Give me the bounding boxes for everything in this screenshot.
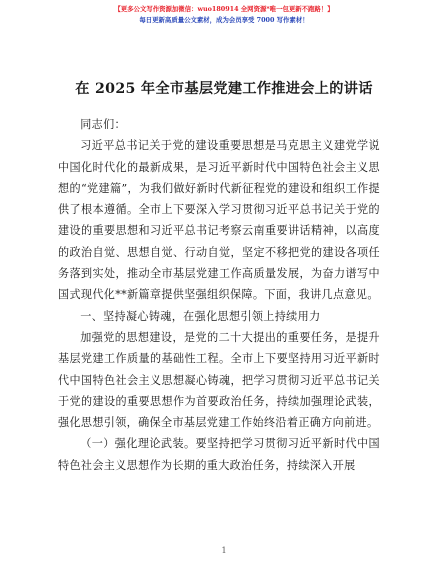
paragraph-section-1: 加强党的思想建设，是党的二十大提出的重要任务，是提升基层党建工作质量的基础性工程。全市上下要坚持用习近平新时代中国特色社会主义思想凝心铸魂，把学习贯彻习近平总书记关于党的建设的重要思想作为首要政治任务，持续加强理论武装，强化思想引领，确保全市基层党建工作始终沿着正确方向前进。	[58, 330, 380, 430]
paragraph-intro: 习近平总书记关于党的建设重要思想是马克思主义建党学说中国化时代化的最新成果，是习近平新时代中国特色社会主义思想的“党建篇”，为我们做好新时代新征程党的建设和组织工作提供了根本遵循。全市上下要深入学习贯彻习近平总书记关于党的建设的重要思想和习近平总书记考察云南重要讲话精神，以高度的政治自觉、思想自觉、行动自觉，坚定不移把党的建设各项任务落到实处，推动全市基层党建工作高质量发展，为奋力谱写中国式现代化**新篇章提供坚强组织保障。下面，我讲几点意见。	[58, 139, 380, 302]
paragraph-subsection-1: （一）强化理论武装。要坚持把学习贯彻习近平新时代中国特色社会主义思想作为长期的重大政治任务，持续深入开展	[58, 437, 380, 472]
promo-line-1: 【更多公文写作资源加微信：wuo180914 全网资源*唯一包更新不跑路！】	[114, 5, 334, 13]
document-title: 在 2025 年全市基层党建工作推进会上的讲话	[75, 81, 373, 97]
promo-line-2: 每日更新高质量公文素材，成为会员享受 7000 写作素材！	[139, 16, 309, 24]
section-heading-1: 一、坚持凝心铸魂，在强化思想引领上持续用力	[80, 309, 321, 323]
promo-header	[0, 4, 448, 25]
page-number: 1	[221, 546, 227, 555]
document-body	[58, 114, 380, 476]
greeting: 同志们：	[80, 118, 126, 131]
